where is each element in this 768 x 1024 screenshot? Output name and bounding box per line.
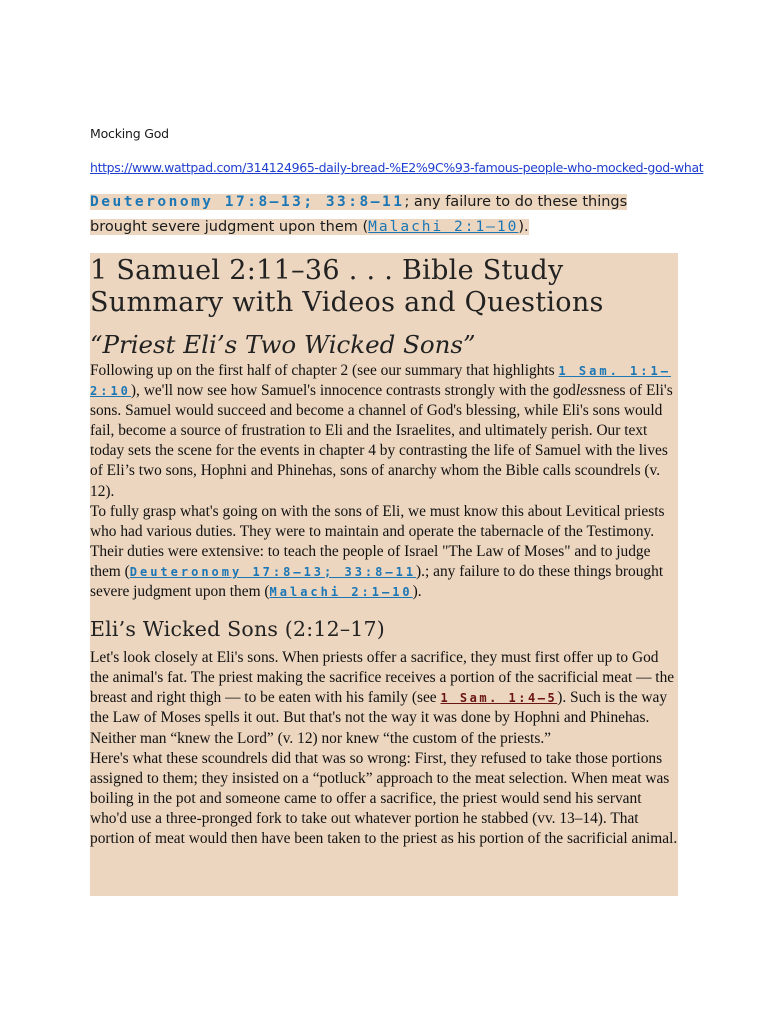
paragraph-text: To fully grasp what's going on with the sons of Eli, we must know this about Levitical priests who had various duties. They were to maintain and operate the tabernacle of the Testimony. Their duties were extensive: to teach the people of Israel "The Law of Moses" and to judge them ( [90, 502, 665, 580]
paragraph-text: ). [412, 583, 422, 601]
section-heading: Eli’s Wicked Sons (2:12–17) [90, 617, 385, 642]
paragraph-elis-sons [90, 648, 678, 748]
emphasis-text: less [575, 382, 599, 400]
intro-text-end: ). [518, 219, 529, 235]
article-subheading: “Priest Eli’s Two Wicked Sons” [90, 330, 476, 359]
paragraph-text: ), we'll now see how Samuel's innocence contrasts strongly with the god [130, 382, 576, 400]
paragraph-text: Let's look closely at Eli's sons. When priests offer a sacrifice, they must first offer up to God the animal's fat. The priest making the sacrifice receives a portion of the sacrificial meat — the breast and right thigh — to be eaten with his family (see [90, 649, 675, 707]
paragraph-text: Following up on the first half of chapter 2 (see our summary that highlights [90, 362, 559, 379]
article-block [90, 253, 678, 896]
deuteronomy-reference: Deuteronomy 17:8–13; 33:8–11 [90, 194, 405, 210]
intro-text: ; any failure to do these things brought severe judgment upon them ( [90, 194, 628, 235]
intro-paragraph [90, 190, 680, 240]
article-heading: 1 Samuel 2:11–36 . . . Bible Study Summary with Videos and Questions [90, 255, 604, 318]
samuel-1-1-link[interactable]: 1 Sam. 1:1–2:10 [90, 364, 671, 399]
deuteronomy-link[interactable]: Deuteronomy 17:8–13; 33:8–11 [129, 564, 417, 579]
source-url-link[interactable]: https://www.wattpad.com/314124965-daily-bread-%E2%9C%93-famous-people-who-mocked-god-what [90, 160, 704, 175]
paragraph-text: ness of Eli's sons. Samuel would succeed and become a channel of God's blessing, while Eli's sons would fail, become a source of frustration to Eli and the Israelites, and ultimately perish. Our text today sets the scene for the events in chapter 4 by contrasting the life of Samuel with the lives of Eli’s two sons, Hophni and Phinehas, sons of anarchy whom the Bible calls scoundrels (v. 12). [90, 382, 673, 500]
paragraph-text: ). Such is the way the Law of Moses spells it out. But that's not the way it was done by Hophni and Phinehas. Neither man “knew the Lord” (v. 12) nor knew “the custom of the priests.” [90, 689, 668, 747]
samuel-1-4-link[interactable]: 1 Sam. 1:4–5 [440, 691, 558, 706]
paragraph-scoundrels: Here's what these scoundrels did that was so wrong: First, they refused to take those portions assigned to them; they insisted on a “potluck” approach to the meat selection. When meat was boiling in the pot and someone came to offer a sacrifice, the priest would send his servant who'd use a three-pronged fork to take out whatever portion he stabbed (vv. 13–14). That portion of meat would then have been taken to the priest as his portion of the sacrificial animal. [90, 749, 678, 847]
paragraph-intro [90, 361, 678, 502]
document-title: Mocking God [90, 126, 169, 141]
paragraph-levitical-priests [90, 502, 678, 602]
paragraph-text: ).; any failure to do these things brought severe judgment upon them ( [90, 562, 664, 601]
malachi-reference-link[interactable]: Malachi 2:1–10 [368, 219, 519, 235]
malachi-link[interactable]: Malachi 2:1–10 [269, 585, 413, 600]
